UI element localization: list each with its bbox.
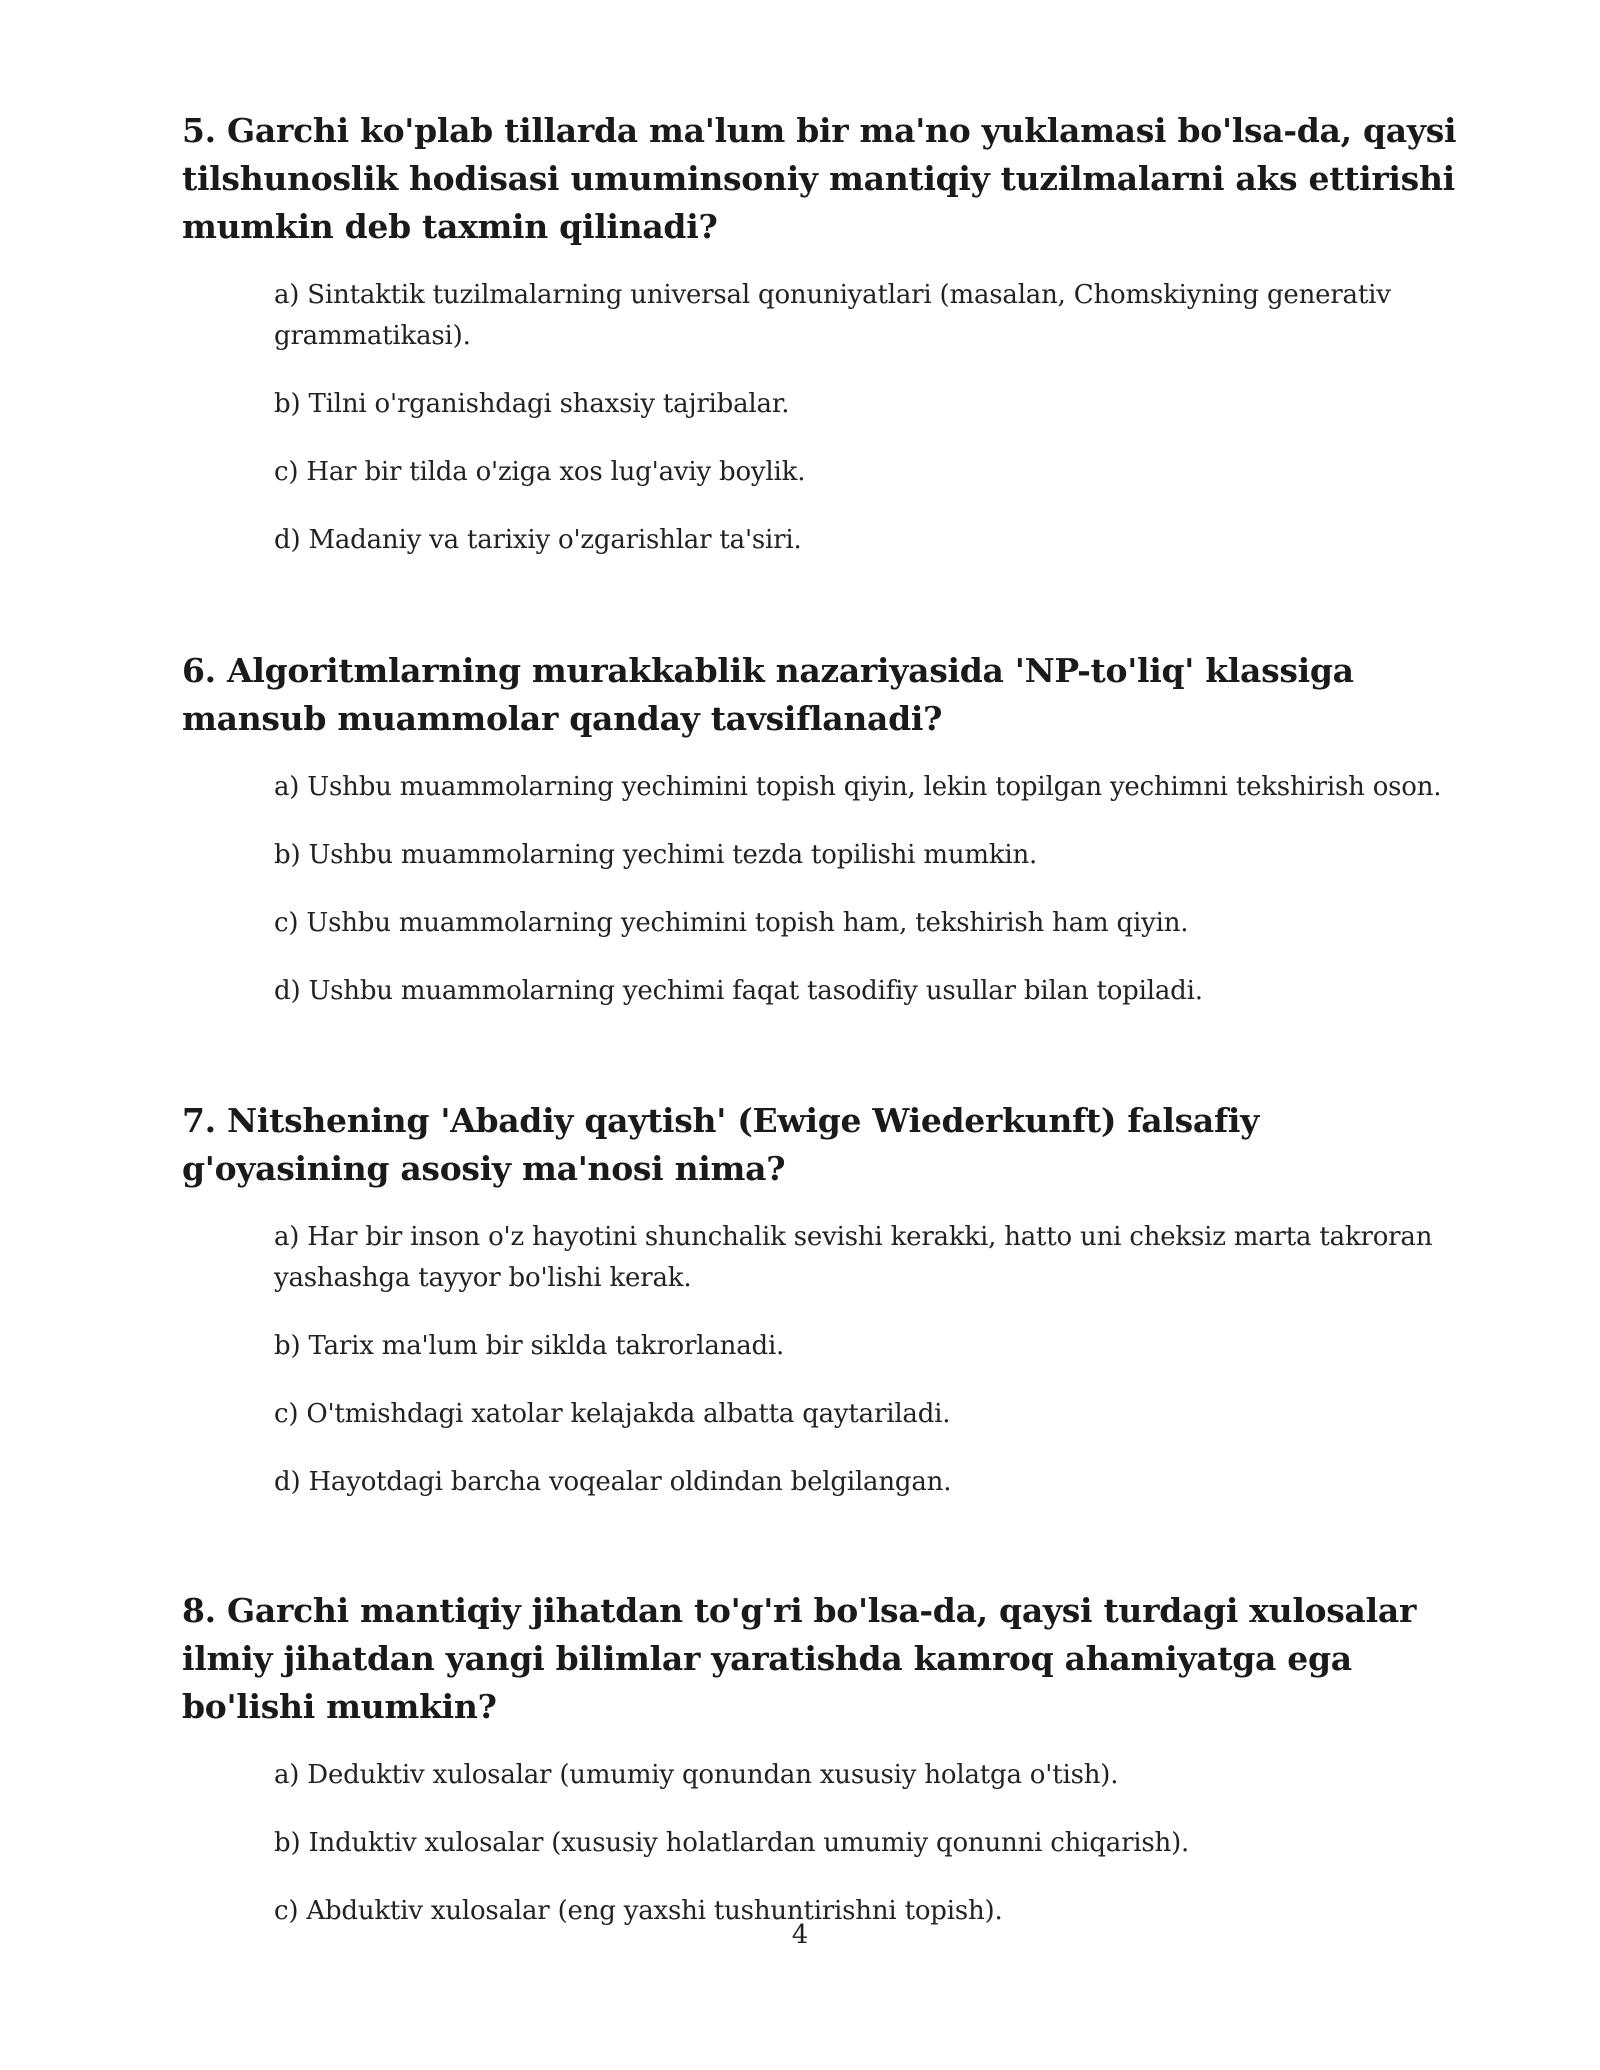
answer-option-b: b) Ushbu muammolarning yechimi tezda topilishi mumkin. bbox=[274, 840, 1038, 870]
answer-options bbox=[274, 767, 1472, 1012]
answer-option-a: a) Har bir inson o'z hayotini shunchalik sevishi kerakki, hatto uni cheksiz marta takroran yashashga tayyor bo'lishi kerak. bbox=[274, 1222, 1433, 1293]
answer-option-d: d) Madaniy va tarixiy o'zgarishlar ta'siri. bbox=[274, 525, 802, 555]
answer-option-c: c) O'tmishdagi xatolar kelajakda albatta qaytariladi. bbox=[274, 1399, 951, 1429]
question-8 bbox=[182, 1587, 1472, 1932]
question-title: 8. Garchi mantiqiy jihatdan to'g'ri bo'lsa-da, qaysi turdagi xulosalar ilmiy jihatdan yangi bilimlar yaratishda kamroq ahamiyatga ega bo'lishi mumkin? bbox=[182, 1591, 1417, 1726]
question-title: 7. Nitshening 'Abadiy qaytish' (Ewige Wiederkunft) falsafiy g'oyasining asosiy ma'nosi nima? bbox=[182, 1101, 1259, 1188]
answer-options bbox=[274, 275, 1472, 561]
answer-option-c: c) Abduktiv xulosalar (eng yaxshi tushuntirishni topish). bbox=[274, 1896, 1003, 1926]
question-6 bbox=[182, 647, 1472, 1012]
page-number: 4 bbox=[791, 1920, 809, 1950]
answer-option-c: c) Har bir tilda o'ziga xos lug'aviy boylik. bbox=[274, 457, 806, 487]
answer-options bbox=[274, 1217, 1472, 1503]
question-title: 6. Algoritmlarning murakkablik nazariyasida 'NP-to'liq' klassiga mansub muammolar qanday tavsiflanadi? bbox=[182, 651, 1354, 738]
answer-option-b: b) Induktiv xulosalar (xususiy holatlardan umumiy qonunni chiqarish). bbox=[274, 1828, 1190, 1858]
answer-option-a: a) Ushbu muammolarning yechimini topish qiyin, lekin topilgan yechimni tekshirish oson. bbox=[274, 772, 1442, 802]
answer-options bbox=[274, 1755, 1472, 1932]
answer-option-d: d) Ushbu muammolarning yechimi faqat tasodifiy usullar bilan topiladi. bbox=[274, 976, 1203, 1006]
answer-option-b: b) Tarix ma'lum bir siklda takrorlanadi. bbox=[274, 1331, 785, 1361]
answer-option-d: d) Hayotdagi barcha voqealar oldindan belgilangan. bbox=[274, 1467, 952, 1497]
answer-option-c: c) Ushbu muammolarning yechimini topish ham, tekshirish ham qiyin. bbox=[274, 908, 1189, 938]
question-5 bbox=[182, 107, 1472, 561]
answer-option-a: a) Sintaktik tuzilmalarning universal qonuniyatlari (masalan, Chomskiyning generativ grammatikasi). bbox=[274, 280, 1391, 351]
question-title: 5. Garchi ko'plab tillarda ma'lum bir ma'no yuklamasi bo'lsa-da, qaysi tilshunoslik hodisasi umuminsoniy mantiqiy tuzilmalarni aks ettirishi mumkin deb taxmin qilinadi? bbox=[182, 111, 1457, 246]
answer-option-a: a) Deduktiv xulosalar (umumiy qonundan xususiy holatga o'tish). bbox=[274, 1760, 1119, 1790]
question-7 bbox=[182, 1097, 1472, 1503]
answer-option-b: b) Tilni o'rganishdagi shaxsiy tajribalar. bbox=[274, 389, 790, 419]
